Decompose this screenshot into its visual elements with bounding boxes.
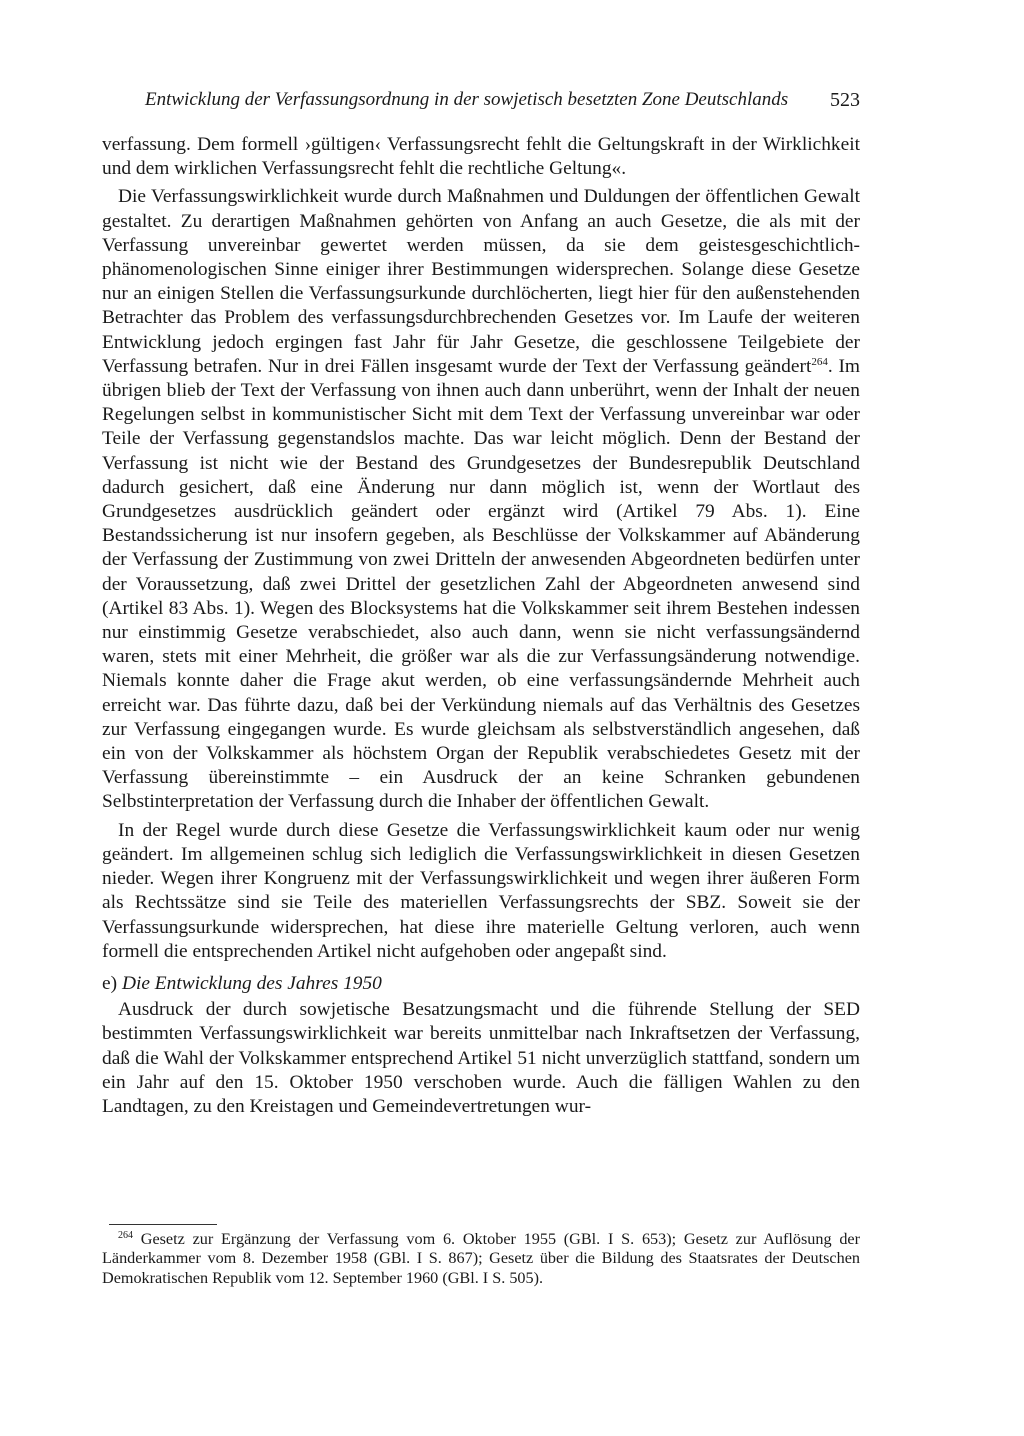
page-number: 523 bbox=[830, 89, 860, 111]
running-head bbox=[145, 86, 860, 114]
body-text bbox=[102, 133, 860, 1119]
running-title: Entwicklung der Verfassungsordnung in der sowjetisch besetzten Zone Deutschlands bbox=[145, 89, 789, 110]
paragraph-continuation: verfassung. Dem formell ›gültigen‹ Verfassungsrecht fehlt die Geltungskraft in der Wirklichkeit und dem wirklichen Verfassungsrecht fehlt die rechtliche Geltung«. bbox=[102, 134, 860, 180]
section-letter: e) bbox=[102, 972, 118, 994]
section-title: Die Entwicklung des Jahres 1950 bbox=[121, 972, 382, 994]
footnote-text: Gesetz zur Ergänzung der Verfassung vom 6. Oktober 1955 (GBl. I S. 653); Gesetz zur Auflösung der Länderkammer vom 8. Dezember 1958 (GBl. I S. 867); Gesetz über die Bildung des Staatsrates der Deutschen Demokratischen Republik vom 12. September 1960 (GBl. I S. 505). bbox=[102, 1230, 860, 1287]
paragraph bbox=[102, 185, 860, 814]
footnote bbox=[102, 1230, 860, 1288]
footnote-number: 264 bbox=[118, 1230, 133, 1241]
footnote-reference[interactable]: 264 bbox=[811, 355, 828, 368]
footnote-item bbox=[102, 1230, 860, 1288]
paragraph-text: . Im übrigen blieb der Text der Verfassung von ihnen auch dann unberührt, wenn der Inhalt der neuen Regelungen selbst in kommunistischer Sicht mit dem Text der Verfassung unvereinbar war oder Teile der Verfassung gegenstandslos machte. Das war leicht möglich. Denn der Bestand der Verfassung ist nicht wie der Bestand des Grundgesetzes der Bundesrepublik Deutschland dadurch gesichert, daß eine Änderung nur dann möglich ist, wenn der Wortlaut des Grundgesetzes ausdrücklich geändert oder ergänzt wird (Artikel 79 Abs. 1). Eine Bestandssicherung ist nur insofern gegeben, als Beschlüsse der Volkskammer auf Abänderung der Verfassung der Zustimmung von zwei Dritteln der anwesenden Abgeordneten bedürfen unter der Voraussetzung, daß zwei Drittel der gesetzlichen Zahl der Abgeordneten anwesend sind (Artikel 83 Abs. 1). Wegen des Blocksystems hat die Volkskammer seit ihrem Bestehen indessen nur einstimmig Gesetze verabschiedet, also auch dann, wenn sie nicht verfassungsändernd waren, stets mit einer Mehrheit, die größer war als die zur Verfassungsänderung notwendige. Niemals konnte daher die Frage akut werden, ob eine verfassungsändernde Mehrheit auch erreicht war. Das führte dazu, daß bei der Verkündung niemals auf das Verhältnis des Gesetzes zur Verfassung eingegangen wurde. Es wurde gleichsam als selbstverständlich angesehen, daß ein von der Volkskammer als höchstem Organ der Republik verabschiedetes Gesetz mit der Verfassung übereinstimmte – ein Ausdruck der an keine Schranken gebundenen Selbstinterpretation der Verfassung durch die Inhaber der öffentlichen Gewalt. bbox=[102, 355, 860, 813]
footnote-divider bbox=[109, 1224, 217, 1225]
paragraph: Ausdruck der durch sowjetische Besatzungsmacht und die führende Stellung der SED bestimmten Verfassungswirklichkeit war bereits unmittelbar nach Inkraftsetzen der Verfassung, daß die Wahl der Volkskammer entsprechend Artikel 51 nicht unverzüglich stattfand, sondern um ein Jahr auf den 15. Oktober 1950 verschoben wurde. Auch die fälligen Wahlen zu den Landtagen, zu den Kreistagen und Gemeindevertretungen wur- bbox=[102, 999, 860, 1117]
paragraph-text: Die Verfassungswirklichkeit wurde durch Maßnahmen und Duldungen der öffentlichen Gewalt gestaltet. Zu derartigen Maßnahmen gehörten von Anfang an auch Gesetze, die als mit der Verfassung unvereinbar gewertet werden müssen, da sie dem geistesgeschichtlich-phänomenologischen Sinne einiger ihrer Bestimmungen widersprechen. Solange diese Gesetze nur an einigen Stellen die Verfassungsurkunde durchlöcherten, liegt hier für den außenstehenden Betrachter das Problem des verfassungsdurchbrechenden Gesetzes vor. Im Laufe der weiteren Entwicklung jedoch ergingen fast Jahr für Jahr Gesetze, die geschlossene Teilgebiete der Verfassung betrafen. Nur in drei Fällen insgesamt wurde der Text der Verfassung geändert bbox=[102, 186, 860, 377]
paragraph: In der Regel wurde durch diese Gesetze die Verfassungswirklichkeit kaum oder nur wenig geändert. Im allgemeinen schlug sich lediglich die Verfassungswirklichkeit in diesen Gesetzen nieder. Wegen ihrer Kongruenz mit der Verfassungswirklichkeit und wegen ihrer äußeren Form als Rechtssätze sind sie Teile des materiellen Verfassungsrechts der SBZ. Soweit sie der Verfassungsurkunde widersprechen, hat diese ihre materielle Geltung verloren, auch wenn formell die entsprechenden Artikel nicht aufgehoben oder angepaßt sind. bbox=[102, 819, 860, 962]
section-heading bbox=[102, 972, 860, 996]
